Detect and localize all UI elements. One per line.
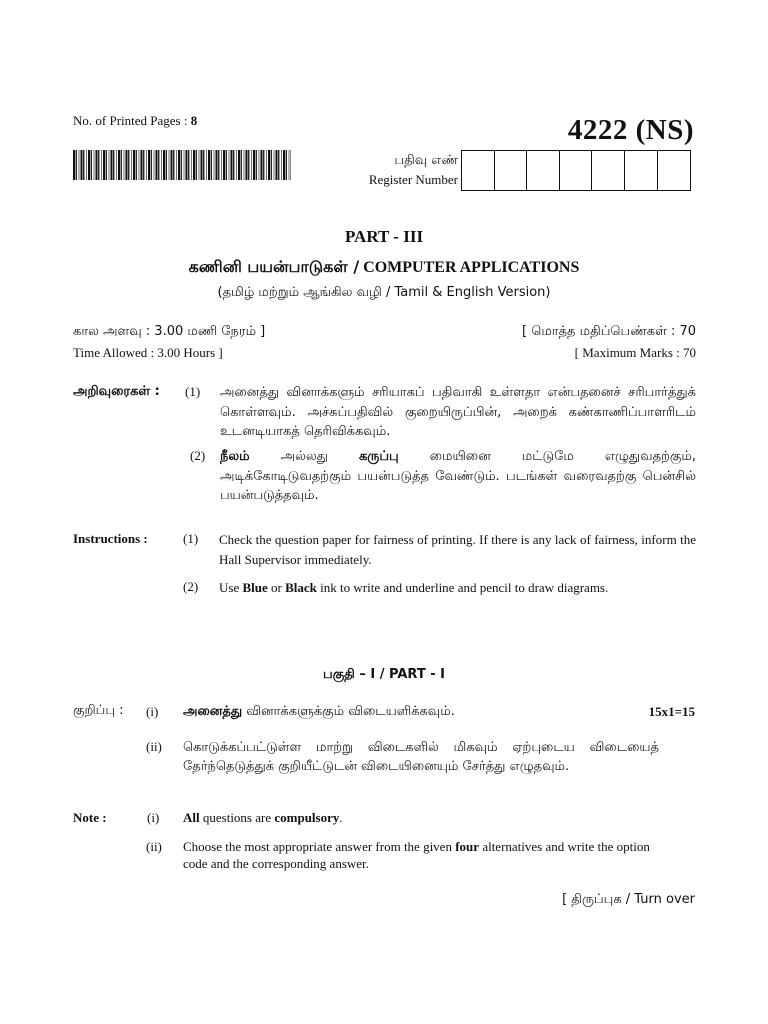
subject-title-tamil: கணினி பயன்பாடுகள் / — [188, 257, 360, 276]
subject-title-english: COMPUTER APPLICATIONS — [363, 259, 580, 276]
barcode — [73, 150, 291, 180]
register-number-boxes — [461, 150, 691, 191]
paper-code: 4222 (NS) — [567, 114, 694, 146]
register-digit-box[interactable] — [527, 151, 560, 190]
printed-pages: No. of Printed Pages : 8 — [73, 113, 198, 128]
register-digit-box[interactable] — [658, 151, 691, 190]
time-allowed-tamil: கால அளவு : 3.00 மணி நேரம் ] — [73, 324, 266, 339]
max-marks-english: [ Maximum Marks : 70 — [574, 345, 696, 360]
note-number: (ii) — [146, 839, 162, 854]
instruction-number: (1) — [183, 531, 199, 546]
register-label — [320, 151, 458, 189]
time-allowed-english: Time Allowed : 3.00 Hours ] — [73, 345, 223, 360]
marks-scheme: 15x1=15 — [648, 704, 695, 719]
register-digit-box[interactable] — [560, 151, 593, 190]
instruction-number: (2) — [183, 579, 199, 594]
instructions-label-english: Instructions : — [73, 531, 148, 546]
instruction-number: (2) — [190, 448, 206, 463]
subject-title — [0, 257, 768, 278]
instruction-tamil-2: நீலம் அல்லது கருப்பு மையினை மட்டுமே எழுதுவதற்கும், அடிக்கோடிடுவதற்கும் பயன்படுத்த வேண்டும். படங்கள் வரைவதற்கு பென்சில் பயன்படுத்தவும். — [220, 449, 696, 503]
version-line: (தமிழ் மற்றும் ஆங்கில வழி / Tamil & English Version) — [217, 285, 551, 300]
register-label-tamil: பதிவு எண் — [394, 153, 458, 168]
register-digit-box[interactable] — [592, 151, 625, 190]
note-english-2: Choose the most appropriate answer from the given four alternatives and write the option code and the corresponding answer. — [183, 839, 650, 871]
time-row-english — [73, 345, 696, 361]
note-tamil-1: அனைத்து வினாக்களுக்கும் விடையளிக்கவும். — [183, 704, 455, 719]
note-english-1: All questions are compulsory. — [183, 810, 343, 825]
instruction-tamil-1: அனைத்து வினாக்களும் சரியாகப் பதிவாகி உள்ளதா என்பதனைச் சரிபார்த்துக் கொள்ளவும். அச்சுப்பதிவில் குறையிருப்பின், அறைக் கண்காணிப்பாளரிடம் உடனடியாகத் தெரிவிக்கவும். — [220, 385, 696, 439]
note-tamil-2: கொடுக்கப்பட்டுள்ள மாற்று விடைகளில் மிகவும் ஏற்புடைய விடையைத் தேர்ந்தெடுத்துக் குறியீட்டுடன் விடையினையும் சேர்த்து எழுதவும். — [183, 740, 659, 774]
part-one-title: பகுதி – I / PART - I — [323, 667, 445, 682]
register-digit-box[interactable] — [625, 151, 658, 190]
note-number: (ii) — [146, 739, 162, 754]
instruction-english-1: Check the question paper for fairness of printing. If there is any lack of fairness, inform the Hall Supervisor immediately. — [219, 532, 696, 567]
instruction-number: (1) — [185, 384, 201, 399]
register-label-english: Register Number — [368, 172, 458, 187]
turn-over: [ திருப்புக / Turn over — [562, 892, 695, 907]
part-title: PART - III — [344, 227, 424, 246]
note-label-english: Note : — [73, 810, 107, 825]
register-digit-box[interactable] — [462, 151, 495, 190]
max-marks-tamil: [ மொத்த மதிப்பெண்கள் : 70 — [522, 324, 696, 339]
note-label-tamil: குறிப்பு : — [73, 703, 124, 718]
note-number: (i) — [147, 810, 160, 825]
time-row-tamil — [73, 324, 696, 340]
instruction-english-2: Use Blue or Black ink to write and underline and pencil to draw diagrams. — [219, 580, 609, 595]
register-digit-box[interactable] — [495, 151, 528, 190]
instructions-label-tamil: அறிவுரைகள் : — [73, 384, 160, 399]
note-number: (i) — [146, 704, 159, 719]
